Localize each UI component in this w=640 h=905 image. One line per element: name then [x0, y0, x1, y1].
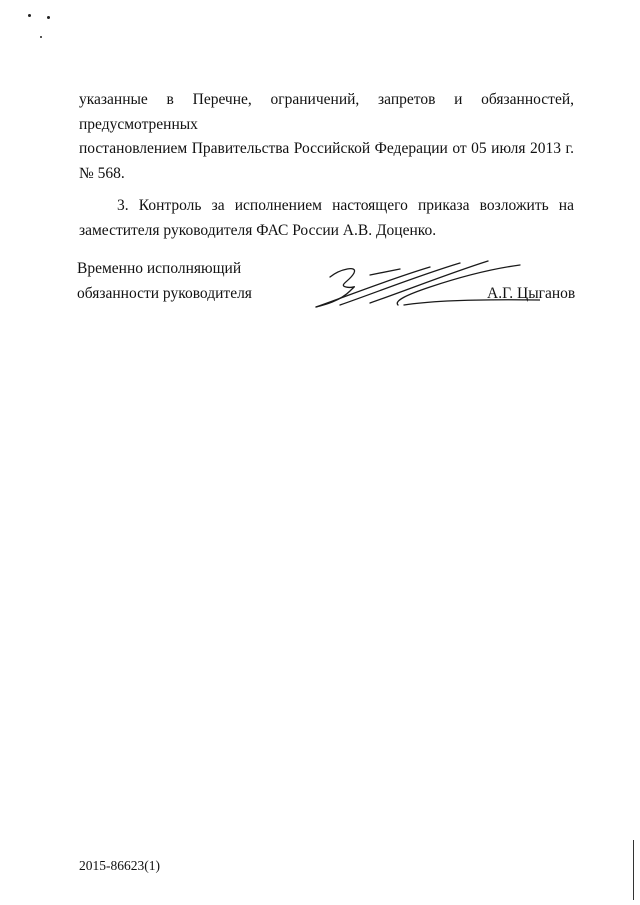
text-line: указанные в Перечне, ограничений, запретов и обязанностей, предусмотренных — [79, 91, 574, 133]
text-line: заместителя руководителя ФАС России А.В. Доценко. — [79, 221, 437, 239]
text-line: № 568. — [79, 164, 125, 182]
signatory-position — [77, 257, 252, 306]
scan-speck — [28, 14, 31, 17]
scan-speck — [40, 36, 42, 38]
signatory-position-line: обязанности руководителя — [77, 284, 252, 302]
paragraph-3 — [79, 194, 574, 243]
signatory-name: А.Г. Цыганов — [487, 285, 576, 302]
text-line: 3. Контроль за исполнением настоящего приказа возложить на — [117, 197, 574, 214]
paragraph-continuation — [79, 88, 574, 186]
scan-speck — [47, 16, 50, 19]
text-line: постановлением Правительства Российской Федерации от 05 июля 2013 г. — [79, 140, 574, 157]
document-number: 2015-86623(1) — [79, 858, 160, 873]
document-body — [79, 88, 574, 243]
signatory-position-line: Временно исполняющий — [77, 260, 242, 277]
scan-edge-line — [633, 840, 635, 900]
